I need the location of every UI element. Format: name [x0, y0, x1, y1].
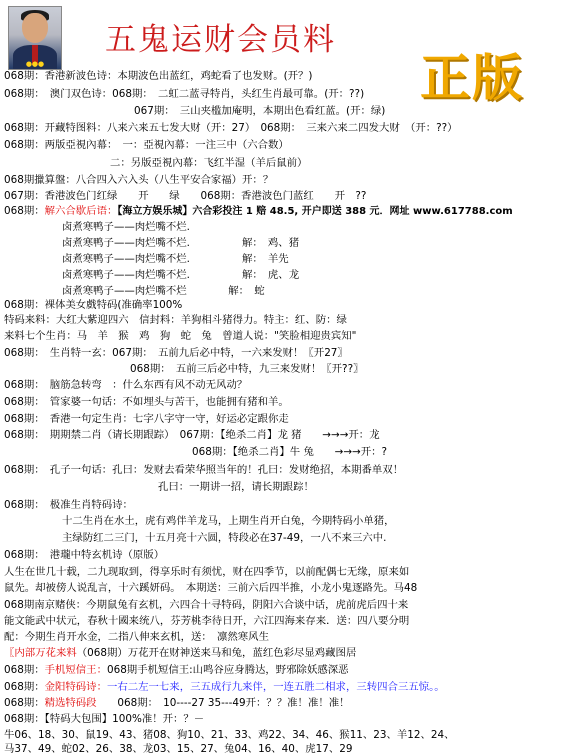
text-line: 068期：两版亞視內幕： 一：亞視內幕：一注三中（六合数）: [4, 139, 289, 151]
text-line: 配：今期生肖开水金，二指八伸来玄机，送： 凛然寒风生: [4, 631, 269, 643]
line-segment: 【海立方娱乐城】六合彩投注 1 赔 48.5, 开户即送 388 元．网址 www.617788.com: [117, 206, 513, 217]
text-line: [4, 646, 356, 660]
text-line: [4, 204, 513, 219]
line-segment: 068期：: [4, 664, 45, 676]
line-prefix: 068期：: [4, 205, 45, 217]
text-line: 牛06、18、30、鼠19、43、猪08、狗10、21、33、鸡22、34、46、猴11、23、羊12、24、: [4, 729, 455, 741]
text-line: 068期：香港新波色诗：本期波色出蓝红，鸡蛇看了也发财。(开？): [4, 70, 313, 82]
text-line: 卤煮寒鸭子——肉烂嘴不烂 解： 蛇: [62, 285, 265, 297]
line-segment: 金阳特码诗：: [44, 681, 107, 693]
text-line: 068期：【绝杀二肖】牛 兔 →→→开：?: [192, 446, 388, 458]
text-line: 卤煮寒鸭子——肉烂嘴不烂. 解： 虎、龙: [62, 269, 300, 281]
text-line: 068期： 生肖特一玄：067期： 五前九后必中特，一六来发财！〖开27〗: [4, 347, 348, 359]
text-line: 能文能武中状元，春秋十國来统八，芬芳桃李待日开，六江四海来存来．送：四八要分明: [4, 615, 410, 627]
line-segment: 〖内部万花来料: [4, 647, 77, 659]
text-line: [4, 696, 350, 710]
text-line: 067期： 三山夹槛加庵明，本期出色看红蓝。(开：绿): [134, 105, 386, 117]
text-line: 来料七个生肖：马 羊 猴 鸡 狗 蛇 兔 曾道人说："笑脸相迎贵宾知": [4, 330, 357, 342]
line-segment: 精选特码段: [44, 697, 97, 709]
text-line: 068期： 脑筋急转弯 ：什么东西有风不动无风动？: [4, 379, 248, 391]
line-segment: 解六合歇后语：: [44, 205, 118, 217]
text-line: 068期： 五前三后必中特，九三来发财！〖开??〗: [130, 363, 364, 375]
text-line: 鼠先。却被傍人说乱言，十六蹊妍码。 本期送：三前六后四半推，小龙小鬼逐路先。马48: [4, 582, 418, 594]
text-line: 卤煮寒鸭子——肉烂嘴不烂.: [62, 221, 190, 233]
text-line: 十二生肖在水土，虎有鸡伴羊龙马，上期生肖开白兔，今期特码小单猪，: [62, 515, 395, 527]
line-segment: （068期）万花开在财神送来马和兔，蓝红色彩尽显鸡藏图居: [76, 647, 357, 659]
text-line: 068期： 期期禁二肖（请长期跟踪） 067期：【绝杀二肖】龙 猪 →→→开：龙: [4, 429, 380, 441]
line-segment: 068期：: [4, 681, 45, 693]
text-line: 068期： 管家婆一句话：不如埋头与苦干，也能拥有猪和羊。: [4, 396, 289, 408]
page-title: 五鬼运财会员料: [105, 22, 336, 58]
text-line: [4, 680, 445, 694]
text-line: 068期： 孔子一句话：孔曰：发财去看荣华照当年的！孔曰：发财绝招，本期番单双！: [4, 464, 404, 476]
line-segment: 068期： 10----27 35---49开：？？准！准！准！: [96, 697, 350, 709]
text-line: [4, 663, 349, 677]
text-line: 068期南京赌侠：今期鼠兔有玄机，六四合十寻特码，阴阳六合谈中话，虎前虎后四十来: [4, 599, 409, 611]
text-line: 主绿防红二三门，十五月亮十六圆，特段必在37-49，一八不来三六中.: [62, 532, 387, 544]
text-line: 特码来料：大红大紫迎四六 信封料：羊狗相斗猪得力。特主：红、防：绿: [4, 314, 347, 326]
line-segment: 一右二左一七来，三五成行九来伴，一连五胜二相求，三转四合三五惊。。: [106, 681, 445, 693]
text-line: 二：另版亞視內幕：飞红半湿（羊后鼠前）: [110, 157, 308, 169]
text-line: 卤煮寒鸭子——肉烂嘴不烂. 解： 鸡、猪: [62, 237, 300, 249]
line-segment: 068期：: [4, 697, 45, 709]
photo-caption: ●●●: [25, 60, 45, 68]
genuine-badge: 正版: [420, 49, 524, 107]
text-line: 068期： 香港一句定生肖：七字八字守一守，好运必定跟你走: [4, 413, 289, 425]
text-line: 068期： 港瓏中特玄机诗（原版）: [4, 549, 165, 561]
text-line: 068期：裸体美女戲特码(准确率100%: [4, 299, 183, 311]
text-line: 068期擸算盤：八合四入六入头（八生平安合家福）开：？: [4, 174, 274, 186]
text-line: 068期： 澳门双色诗：068期： 二虹二蓝寻特肖，头红生肖最可靠。(开：??): [4, 88, 365, 100]
text-line: 067期：香港波色门红绿 开 绿 068期：香港波色门蓝红 开 ??: [4, 190, 367, 202]
text-line: 068期：【特码大包围】100%准！开：？－: [4, 713, 205, 725]
text-line: 068期：开藏特图料：八来六来五七发大财（开：27） 068期： 三来六来二四发大财 （开：??）: [4, 122, 458, 134]
line-segment: 手机短信王：: [44, 664, 107, 676]
avatar-photo: [8, 6, 62, 70]
text-line: 068期： 极准生肖特码诗：: [4, 499, 133, 511]
footer-line: 马37、49、蛇02、26、38、龙03、15、27、兔04、16、40、虎17、29: [4, 743, 353, 755]
line-segment: 068期手机短信王:山鸣谷应身腾达，野邪除妖感深恶: [106, 664, 349, 676]
text-line: 卤煮寒鸭子——肉烂嘴不烂. 解： 羊先: [62, 253, 289, 265]
text-line: 人生在世几十载，二九现取到，得享乐时有须忧，财在四季节，以前配偶七无缘，原来如: [4, 566, 410, 578]
text-line: 孔曰：一期讲一招，请长期跟踪！: [158, 481, 314, 493]
